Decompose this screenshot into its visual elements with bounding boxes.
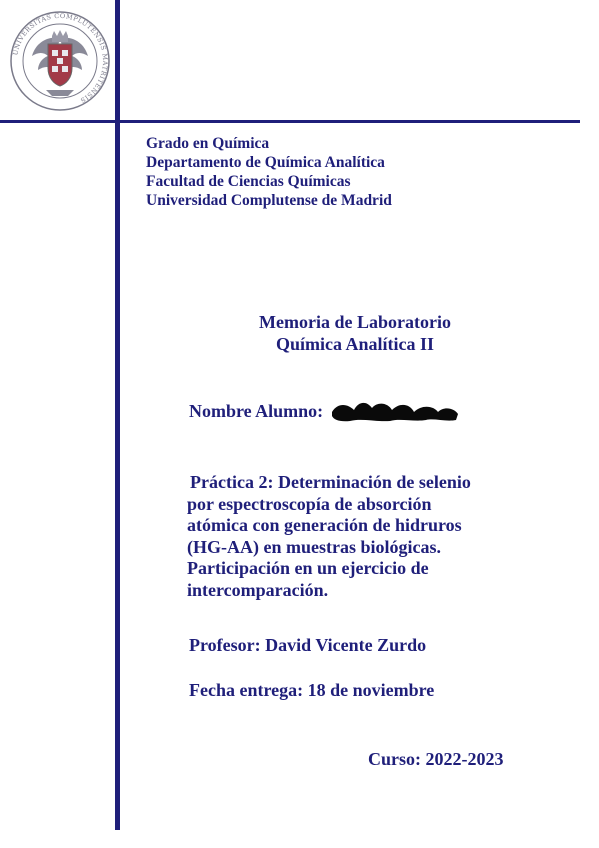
professor-line: Profesor: David Vicente Zurdo bbox=[189, 635, 427, 655]
seal-ring-text: UNIVERSITAS COMPLUTENSIS MATRITENSIS bbox=[11, 11, 110, 105]
memoria-title-line1: Memoria de Laboratorio bbox=[259, 312, 451, 332]
degree-line: Grado en Química bbox=[146, 135, 270, 152]
practica-line: (HG-AA) en muestras biológicas. bbox=[187, 536, 441, 557]
practica-title bbox=[187, 472, 517, 601]
department-line: Departamento de Química Analítica bbox=[146, 154, 385, 171]
vertical-rule bbox=[115, 0, 120, 830]
horizontal-rule bbox=[0, 120, 580, 123]
practica-line: por espectroscopía de absorción bbox=[187, 493, 432, 514]
course-year-line: Curso: 2022-2023 bbox=[368, 749, 504, 769]
student-name-row bbox=[189, 400, 460, 422]
student-name-label: Nombre Alumno: bbox=[189, 401, 324, 421]
practica-line: atómica con generación de hidruros bbox=[187, 515, 462, 535]
due-date-line: Fecha entrega: 18 de noviembre bbox=[189, 680, 435, 700]
ucm-seal-icon bbox=[8, 6, 112, 116]
practica-line: intercomparación. bbox=[187, 579, 329, 600]
memoria-title-line2: Química Analítica II bbox=[275, 334, 434, 354]
redaction-mark bbox=[330, 400, 460, 422]
practica-line: Práctica 2: Determinación de selenio bbox=[190, 472, 471, 492]
university-line: Universidad Complutense de Madrid bbox=[146, 192, 392, 209]
memoria-title bbox=[170, 311, 540, 355]
practica-line: Participación en un ejercicio de bbox=[187, 558, 429, 578]
institution-block bbox=[146, 134, 392, 210]
faculty-line: Facultad de Ciencias Químicas bbox=[146, 173, 351, 190]
